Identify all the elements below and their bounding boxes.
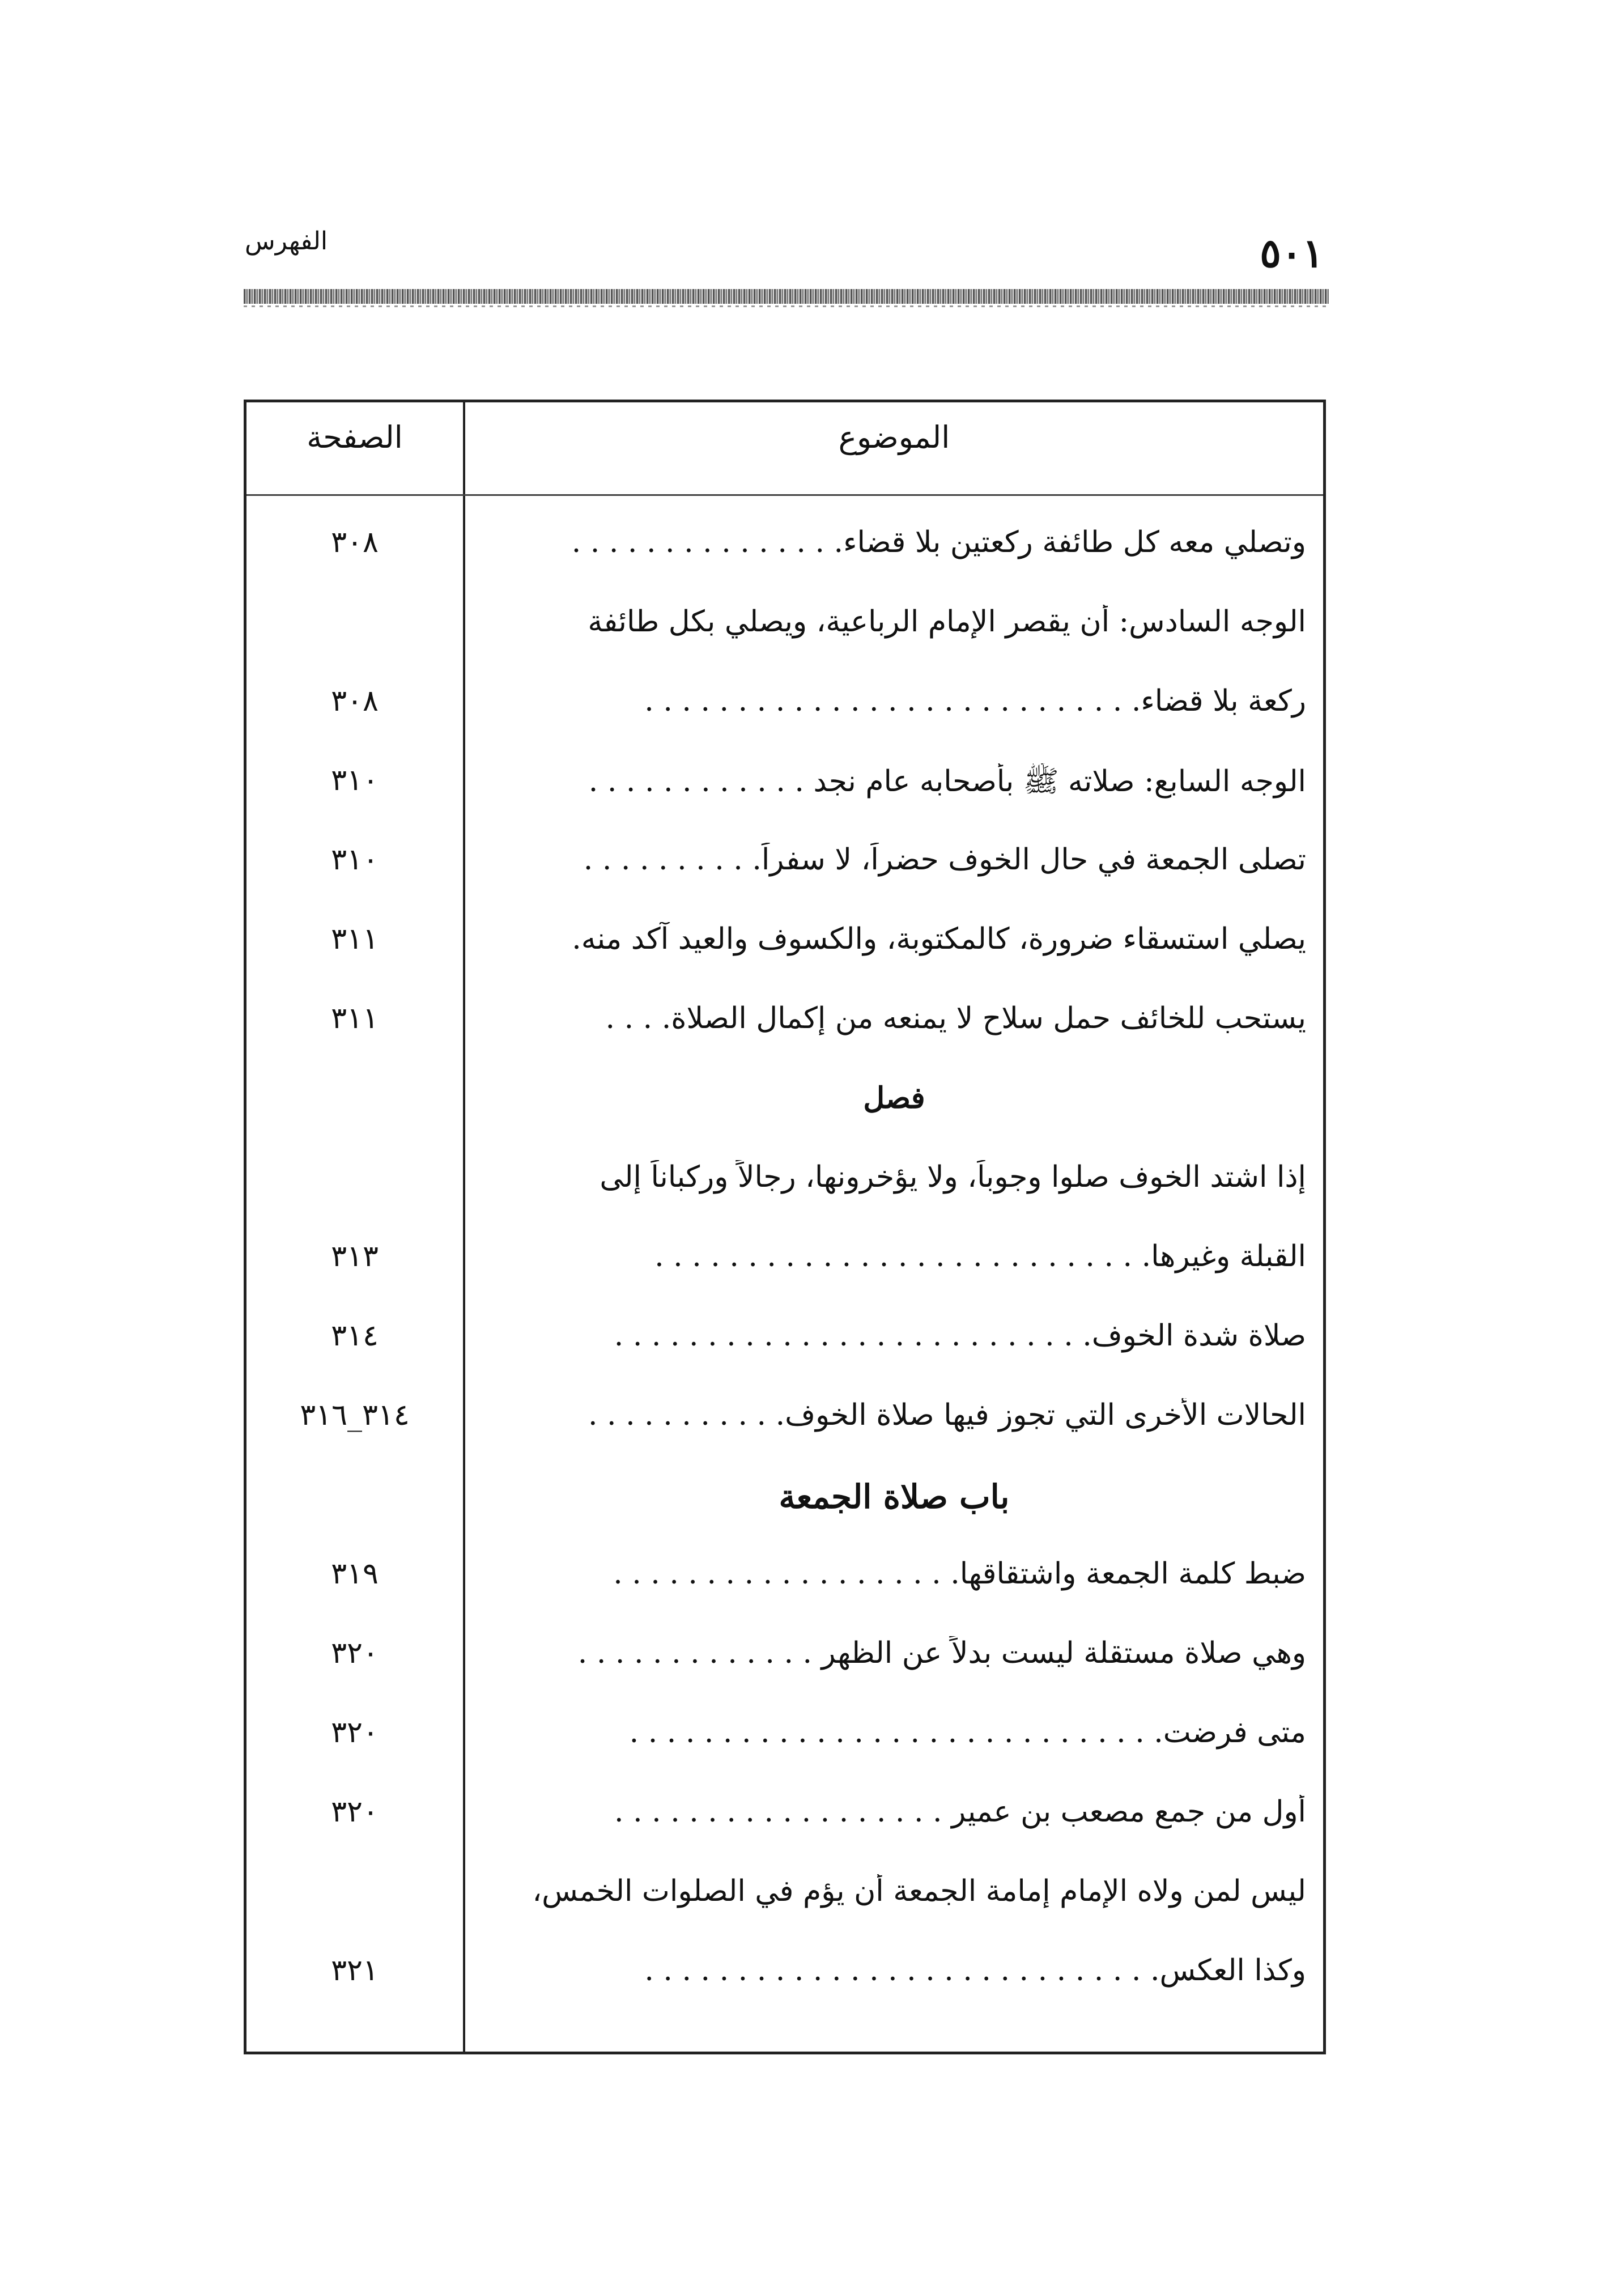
toc-topic: وهي صلاة مستقلة ليست بدلاً عن الظهر . . . . . . . . . . . . . [577,1636,1306,1670]
toc-row [246,1221,1323,1301]
toc-row [246,745,1323,825]
toc-page: ٣١٩ [331,1557,379,1591]
toc-topic: ليس لمن ولاه الإمام إمامة الجمعة أن يؤم في الصلوات الخمس، [532,1874,1306,1908]
page-number: ٥٠١ [1260,230,1324,277]
toc-page: ٣١١ [331,922,379,956]
toc-topic: فصل [863,1081,925,1115]
toc-topic: الوجه السابع: صلاته ﷺ بأصحابه عام نجد . . . . . . . . . . . . [588,765,1306,799]
toc-topic: الوجه السادس: أن يقصر الإمام الرباعية، ويصلي بكل طائفة [588,605,1306,639]
toc-page: ٣١٣ [331,1239,379,1273]
toc-page: ٣١٠ [331,763,379,797]
running-header-title: الفهرس [245,227,328,256]
toc-page: ٣٢١ [331,1954,379,1988]
toc-page: ٣١١ [331,1001,379,1035]
toc-row [246,1380,1323,1459]
toc-row [246,904,1323,983]
toc-topic: وتصلي معه كل طائفة ركعتين بلا قضاء. . . . . . . . . . . . . . . [571,525,1306,559]
toc-page: ٣٠٨ [331,684,379,718]
toc-section-heading [246,1063,1323,1142]
toc-topic: ضبط كلمة الجمعة واشتقاقها. . . . . . . . . . . . . . . . . . . [613,1557,1306,1591]
toc-topic: تصلى الجمعة في حال الخوف حضراً، لا سفراً. . . . . . . . . . [583,843,1306,877]
header-row-rule [246,494,1323,496]
toc-page: ٣١٤ [331,1319,379,1353]
toc-topic: صلاة شدة الخوف. . . . . . . . . . . . . . . . . . . . . . . . . . [614,1319,1306,1353]
toc-topic: القبلة وغيرها. . . . . . . . . . . . . . . . . . . . . . . . . . . [654,1239,1306,1273]
toc-row [246,1301,1323,1380]
toc-row [246,666,1323,745]
toc-row [246,1142,1323,1221]
header-rule [244,289,1329,304]
toc-topic: إذا اشتد الخوف صلوا وجوباً، ولا يؤخرونها، رجالاً وركباناً إلى [600,1160,1306,1194]
toc-row [246,1697,1323,1777]
toc-topic: وكذا العكس. . . . . . . . . . . . . . . . . . . . . . . . . . . . [644,1954,1306,1988]
toc-row [246,1539,1323,1618]
toc-row [246,1777,1323,1856]
toc-page: ٣٢٠ [331,1795,379,1829]
toc-topic: ركعة بلا قضاء. . . . . . . . . . . . . . . . . . . . . . . . . . . [644,684,1306,718]
toc-page: ٣٠٨ [331,525,379,559]
toc-table [244,400,1326,2054]
toc-row [246,983,1323,1063]
toc-row [246,1935,1323,2015]
toc-row [246,1618,1323,1697]
toc-page: ٣٢٠ [331,1636,379,1670]
toc-row [246,1856,1323,1935]
toc-topic: باب صلاة الجمعة [779,1477,1010,1516]
toc-topic: متى فرضت. . . . . . . . . . . . . . . . . . . . . . . . . . . . . [629,1715,1306,1750]
toc-page: ٣١٤_٣١٦ [300,1398,410,1432]
column-header-topic: الموضوع [838,419,950,455]
column-header-page: الصفحة [307,419,403,455]
toc-topic: يستحب للخائف حمل سلاح لا يمنعه من إكمال الصلاة. . . . [605,1001,1306,1035]
toc-row [246,587,1323,666]
toc-topic: أول من جمع مصعب بن عمير . . . . . . . . . . . . . . . . . . [614,1795,1306,1829]
toc-page: ٣١٠ [331,843,379,877]
toc-chapter-heading [246,1459,1323,1539]
toc-page: ٣٢٠ [331,1715,379,1750]
toc-row [246,507,1323,587]
toc-topic: يصلي استسقاء ضرورة، كالمكتوبة، والكسوف والعيد آكد منه. [572,922,1306,956]
toc-topic: الحالات الأخرى التي تجوز فيها صلاة الخوف. . . . . . . . . . . [588,1398,1306,1432]
toc-row [246,825,1323,904]
